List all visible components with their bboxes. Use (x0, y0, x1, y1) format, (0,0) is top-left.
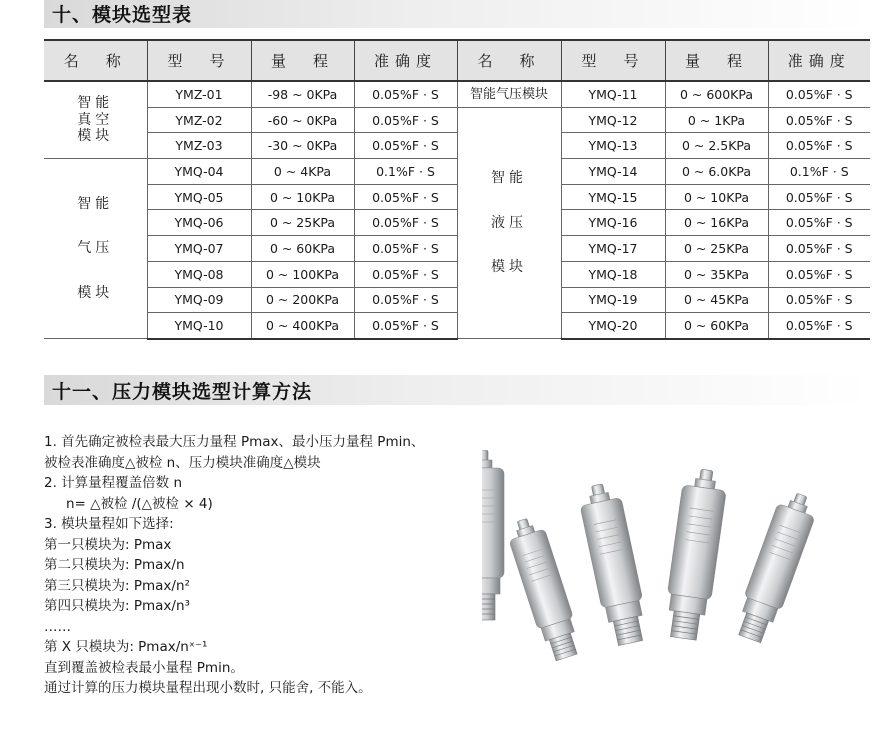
accuracy-cell: 0.05%F · S (354, 210, 457, 236)
group-label-line: 模块 (77, 285, 114, 302)
accuracy-cell: 0.05%F · S (354, 133, 457, 159)
range-cell: 0 ~ 60KPa (665, 313, 768, 339)
table-row (44, 81, 870, 107)
header-accuracy-right: 准确度 (768, 40, 870, 81)
model-cell: YMQ-10 (147, 313, 251, 339)
header-model-right: 型 号 (561, 40, 665, 81)
range-cell: -60 ~ 0KPa (251, 107, 354, 133)
pressure-module-body (482, 450, 504, 620)
model-cell: YMQ-05 (147, 184, 251, 210)
group-label-line: 真空 (77, 111, 114, 128)
model-cell: YMQ-07 (147, 236, 251, 262)
accuracy-cell: 0.05%F · S (768, 236, 870, 262)
module-selection-table (44, 39, 870, 340)
table-row (44, 107, 870, 133)
model-cell: YMQ-15 (561, 184, 665, 210)
header-model-left: 型 号 (147, 40, 251, 81)
accuracy-cell: 0.05%F · S (354, 81, 457, 107)
header-name-left: 名 称 (44, 40, 147, 81)
range-cell: 0 ~ 400KPa (251, 313, 354, 339)
accuracy-cell: 0.05%F · S (768, 107, 870, 133)
method-line: 1. 首先确定被检表最大压力量程 Pmax、最小压力量程 Pmin、 (44, 434, 425, 450)
accuracy-cell: 0.1%F · S (768, 159, 870, 185)
group-label-line: 液压 (491, 214, 527, 231)
calculation-method-text (44, 432, 424, 699)
accuracy-cell: 0.05%F · S (354, 261, 457, 287)
group-label-line: 气压 (77, 240, 114, 257)
header-range-right: 量 程 (665, 40, 768, 81)
accuracy-cell: 0.05%F · S (354, 236, 457, 262)
method-line: 被检表准确度△被检 n、压力模块准确度△模块 (44, 454, 321, 471)
range-cell: 0 ~ 100KPa (251, 261, 354, 287)
group-pneumatic-module-right: 智能气压模块 (457, 81, 561, 107)
group-label-line: 智能 (491, 169, 527, 186)
model-cell: YMQ-19 (561, 287, 665, 313)
method-line: 3. 模块量程如下选择: (44, 516, 174, 532)
group-pneumatic-module-left (44, 159, 147, 339)
section-10-header (44, 0, 870, 28)
range-cell: 0 ~ 10KPa (665, 184, 768, 210)
accuracy-cell: 0.05%F · S (354, 184, 457, 210)
range-cell: 0 ~ 10KPa (251, 184, 354, 210)
range-cell: 0 ~ 25KPa (251, 210, 354, 236)
model-cell: YMQ-12 (561, 107, 665, 133)
group-label-line: 模块 (77, 128, 114, 145)
method-line: 第四只模块为: Pmax/n³ (44, 598, 190, 614)
method-line: 直到覆盖被检表最小量程 Pmin。 (44, 659, 244, 676)
formula-line: n= △被检 /(△被检 × 4) (66, 495, 213, 512)
section-11-title: 十一、压力模块选型计算方法 (52, 380, 313, 403)
accuracy-cell: 0.1%F · S (354, 159, 457, 185)
group-vacuum-module (44, 81, 147, 159)
accuracy-cell: 0.05%F · S (354, 287, 457, 313)
group-label-line: 智能 (77, 94, 114, 111)
accuracy-cell: 0.05%F · S (768, 81, 870, 107)
accuracy-cell: 0.05%F · S (768, 287, 870, 313)
range-cell: -98 ~ 0KPa (251, 81, 354, 107)
model-cell: YMQ-13 (561, 133, 665, 159)
method-line: …… (44, 618, 71, 635)
header-name-right: 名 称 (457, 40, 561, 81)
range-cell: 0 ~ 6.0KPa (665, 159, 768, 185)
range-cell: 0 ~ 4KPa (251, 159, 354, 185)
method-line: 第一只模块为: Pmax (44, 536, 172, 553)
accuracy-cell: 0.05%F · S (768, 133, 870, 159)
method-line: 通过计算的压力模块量程出现小数时, 只能舍, 不能入。 (44, 680, 372, 696)
method-line: 第 X 只模块为: Pmax/nˣ⁻¹ (44, 639, 208, 655)
accuracy-cell: 0.05%F · S (354, 313, 457, 339)
range-cell: 0 ~ 600KPa (665, 81, 768, 107)
model-cell: YMQ-20 (561, 313, 665, 339)
header-accuracy-left: 准确度 (354, 40, 457, 81)
range-cell: 0 ~ 1KPa (665, 107, 768, 133)
section-11-header (44, 375, 870, 405)
method-line: 2. 计算量程覆盖倍数 n (44, 475, 183, 491)
section-10-title: 十、模块选型表 (52, 3, 193, 26)
range-cell: 0 ~ 45KPa (665, 287, 768, 313)
table-header-row (44, 40, 870, 81)
model-cell: YMZ-03 (147, 133, 251, 159)
accuracy-cell: 0.05%F · S (768, 210, 870, 236)
model-cell: YMZ-02 (147, 107, 251, 133)
range-cell: 0 ~ 35KPa (665, 261, 768, 287)
model-cell: YMZ-01 (147, 81, 251, 107)
group-label-line: 智能 (77, 195, 114, 212)
header-range-left: 量 程 (251, 40, 354, 81)
pressure-module-photo (482, 450, 862, 670)
range-cell: 0 ~ 60KPa (251, 236, 354, 262)
group-hydraulic-module (457, 107, 561, 339)
range-cell: 0 ~ 16KPa (665, 210, 768, 236)
model-cell: YMQ-11 (561, 81, 665, 107)
model-cell: YMQ-14 (561, 159, 665, 185)
range-cell: 0 ~ 200KPa (251, 287, 354, 313)
accuracy-cell: 0.05%F · S (768, 184, 870, 210)
model-cell: YMQ-04 (147, 159, 251, 185)
model-cell: YMQ-09 (147, 287, 251, 313)
method-line: 第三只模块为: Pmax/n² (44, 577, 190, 594)
accuracy-cell: 0.05%F · S (768, 261, 870, 287)
model-cell: YMQ-18 (561, 261, 665, 287)
model-cell: YMQ-08 (147, 261, 251, 287)
range-cell: 0 ~ 2.5KPa (665, 133, 768, 159)
accuracy-cell: 0.05%F · S (768, 313, 870, 339)
range-cell: -30 ~ 0KPa (251, 133, 354, 159)
method-line: 第二只模块为: Pmax/n (44, 557, 185, 573)
model-cell: YMQ-16 (561, 210, 665, 236)
model-cell: YMQ-06 (147, 210, 251, 236)
group-label-line: 模块 (491, 259, 527, 276)
accuracy-cell: 0.05%F · S (354, 107, 457, 133)
model-cell: YMQ-17 (561, 236, 665, 262)
range-cell: 0 ~ 25KPa (665, 236, 768, 262)
